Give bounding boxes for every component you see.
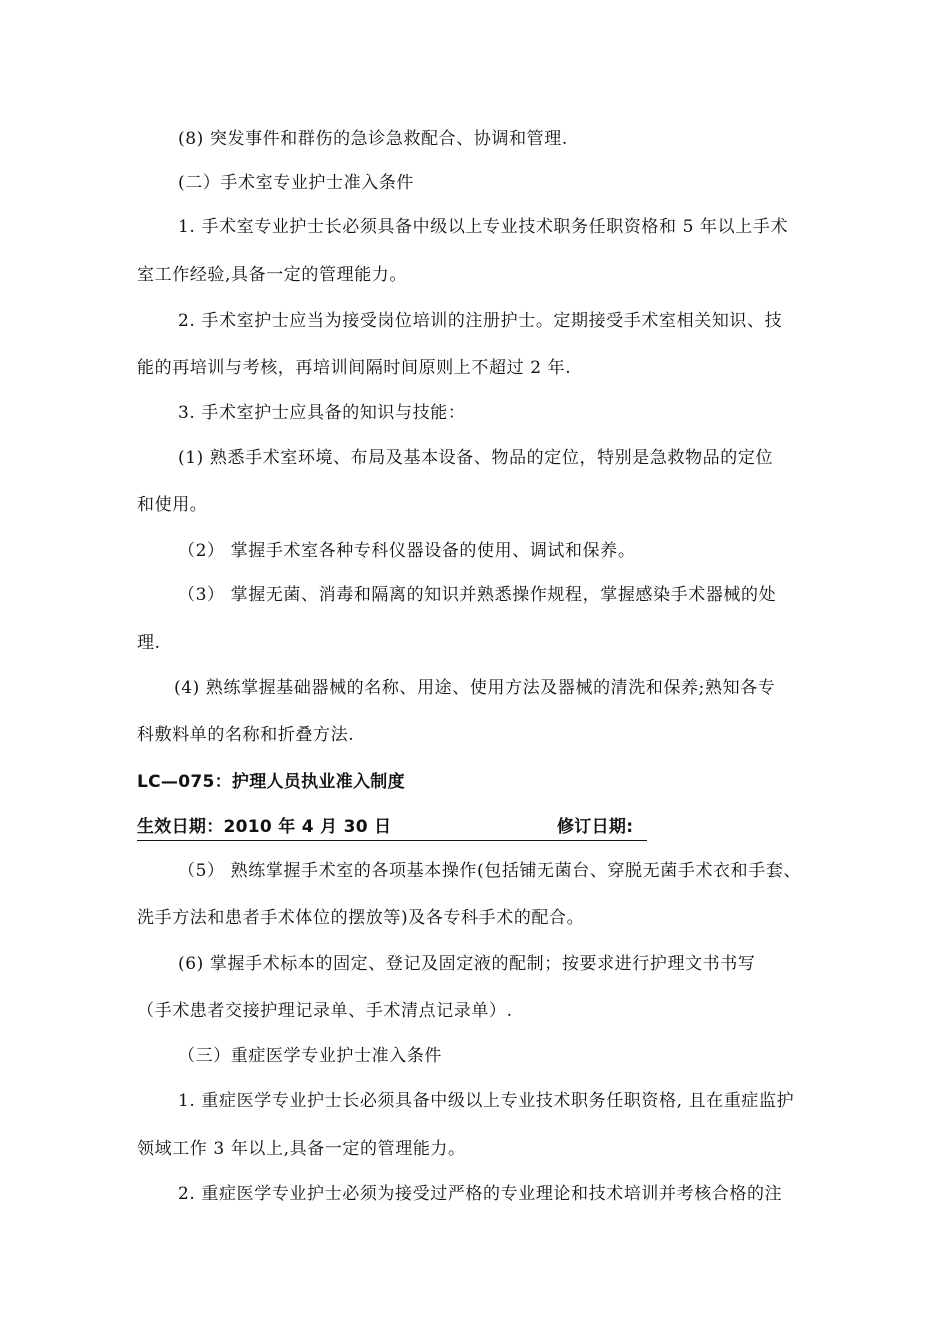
- effective-date: 生效日期：2010 年 4 月 30 日: [137, 817, 392, 837]
- text-line-18: （手术患者交接护理记录单、手术清点记录单）.: [137, 1001, 513, 1021]
- text-line-3: 1. 手术室专业护士长必须具备中级以上专业技术职务任职资格和 5 年以上手术: [178, 217, 789, 237]
- text-line-5: 2. 手术室护士应当为接受岗位培训的注册护士。定期接受手术室相关知识、技: [178, 311, 783, 331]
- text-line-11: （3） 掌握无菌、消毒和隔离的知识并熟悉操作规程，掌握感染手术器械的处: [178, 585, 777, 605]
- text-line-10: （2） 掌握手术室各种专科仪器设备的使用、调试和保养。: [178, 541, 636, 561]
- text-line-16: 洗手方法和患者手术体位的摆放等)及各专科手术的配合。: [137, 908, 585, 928]
- text-line-9: 和使用。: [137, 495, 208, 515]
- text-line-13: (4) 熟练掌握基础器械的名称、用途、使用方法及器械的清洗和保养;熟知各专: [174, 678, 776, 698]
- section-title: LC—075：护理人员执业准入制度: [137, 772, 405, 792]
- text-line-12: 理.: [137, 633, 161, 653]
- text-line-20: 1. 重症医学专业护士长必须具备中级以上专业技术职务任职资格, 且在重症监护: [178, 1091, 795, 1111]
- revision-date: 修订日期:: [557, 817, 634, 837]
- text-line-22: 2. 重症医学专业护士必须为接受过严格的专业理论和技术培训并考核合格的注: [178, 1184, 783, 1204]
- text-line-14: 科敷料单的名称和折叠方法.: [137, 725, 355, 745]
- text-line-4: 室工作经验,具备一定的管理能力。: [137, 265, 408, 285]
- text-line-21: 领域工作 3 年以上,具备一定的管理能力。: [137, 1139, 466, 1159]
- text-line-1: (8) 突发事件和群伤的急诊急救配合、协调和管理.: [178, 129, 568, 149]
- text-line-17: (6) 掌握手术标本的固定、登记及固定液的配制；按要求进行护理文书书写: [178, 954, 756, 974]
- text-line-2: (二）手术室专业护士准入条件: [178, 173, 415, 193]
- text-line-15: （5） 熟练掌握手术室的各项基本操作(包括铺无菌台、穿脱无菌手术衣和手套、: [178, 861, 802, 881]
- text-line-8: (1) 熟悉手术室环境、布局及基本设备、物品的定位，特别是急救物品的定位: [178, 448, 774, 468]
- text-line-6: 能的再培训与考核，再培训间隔时间原则上不超过 2 年.: [137, 358, 572, 378]
- effective-date-row: [137, 816, 647, 841]
- text-line-7: 3. 手术室护士应具备的知识与技能：: [178, 403, 466, 423]
- text-line-19: （三）重症医学专业护士准入条件: [178, 1046, 442, 1066]
